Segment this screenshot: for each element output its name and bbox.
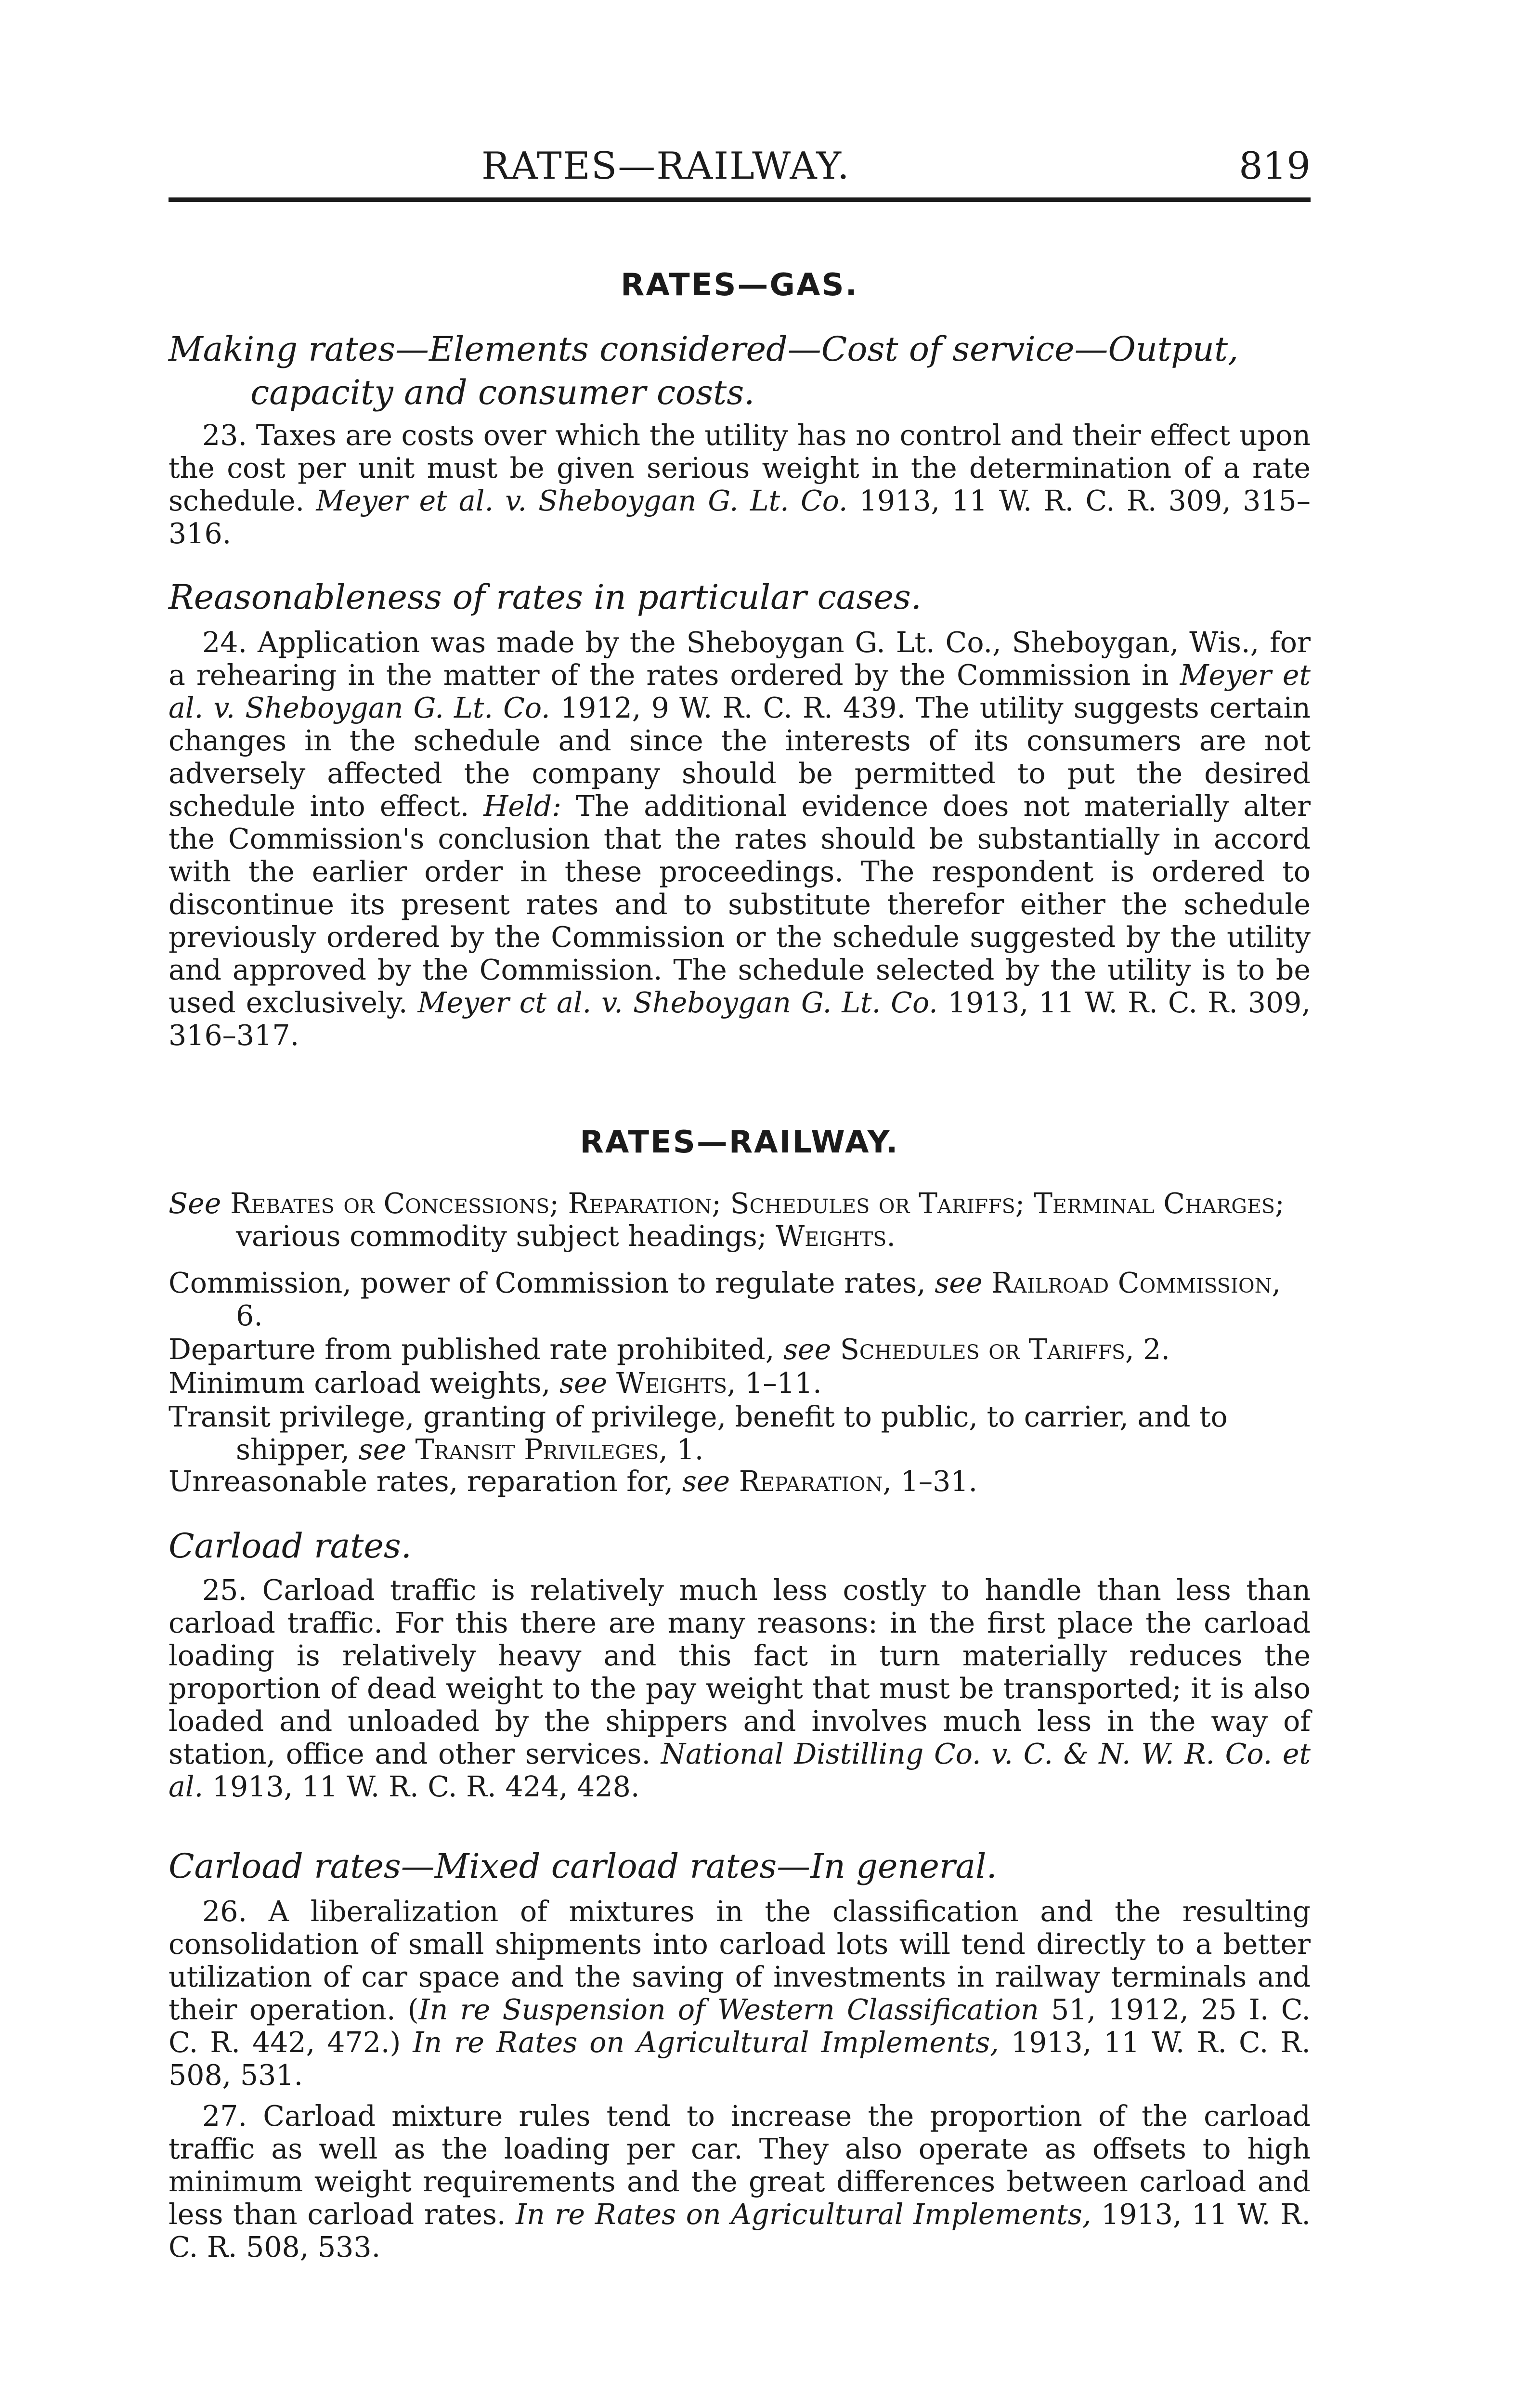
cross-reference: Unreasonable rates, reparation for, see Reparation, 1–31. [169, 1465, 978, 1498]
cross-reference: Departure from published rate prohibited, see Schedules or Tariffs, 2. [169, 1333, 1170, 1366]
paragraph-24 [169, 626, 1311, 1052]
case-citation: National Distilling Co. v. C. & N. W. R. Co. et al. [169, 1738, 1311, 1803]
paragraph-25: 25. Carload traffic is relatively much less costly to handle than less than carload traffic. For this there are many reasons: in the first place the carload loading is relatively heavy and this fact in turn materially reduces the proportion of dead weight to the pay weight that must be transported; it is also loaded and unloaded by the shippers and involves much less in the way of station, office and other services. National Distilling Co. v. C. & N. W. R. Co. et al. 1913, 11 W. R. C. R. 424, 428. [169, 1574, 1311, 1803]
book-page [169, 0, 1311, 2408]
topic-mixed-carload-rates: Carload rates—Mixed carload rates—In general. [169, 1846, 997, 1886]
citation: 1913, 11 W. R. C. R. 309, 315–316. [169, 484, 1311, 550]
running-title: RATES—RAILWAY. [481, 144, 850, 188]
cross-reference: Transit privilege, granting of privilege, benefit to public, to carrier, and to shipper, see Transit Privileges, 1. [169, 1400, 1228, 1466]
see-label: See [169, 1187, 221, 1220]
citation: 1913, 11 W. R. C. R. 309, 316–317. [169, 986, 1311, 1052]
case-citation: Meyer ct al. v. Sheboygan G. Lt. Co. [417, 986, 938, 1019]
section-heading-rates-gas: RATES—GAS. [621, 267, 858, 303]
case-citation: In re Suspension of Western Classification [418, 1993, 1039, 2026]
see-last: Weights. [776, 1220, 896, 1253]
citation: 1913, 11 W. R. C. R. 424, 428. [212, 1770, 640, 1803]
citation: 1913, 11 W. R. C. R. 508, 531. [169, 2026, 1311, 2092]
topic-making-rates: Making rates—Elements considered—Cost of service—Output, capacity and consumer costs. [169, 329, 1239, 412]
running-head [169, 140, 1311, 193]
section-heading-rates-railway: RATES—RAILWAY. [580, 1125, 899, 1160]
topic-carload-rates: Carload rates. [169, 1526, 412, 1566]
cross-reference: Commission, power of Commission to regulate rates, see Railroad Commission, 6. [169, 1267, 1281, 1332]
paragraph-24-text-c: The additional evidence does not materially alter the Commission's conclusion that the rates should be substantially in accord with the earlier order in these proceedings. The respondent is ordered to discontinue its present rates and to substitute therefor either the schedule previously ordered by the Commission or the schedule suggested by the utility and approved by the Commission. The schedule selected by the utility is to be used exclusively. [169, 790, 1311, 1019]
held-label: Held: [483, 790, 561, 823]
case-citation: Meyer et al. v. Sheboygan G. Lt. Co. [316, 484, 848, 517]
cross-reference: Minimum carload weights, see Weights, 1–11. [169, 1367, 822, 1400]
paragraph-23-text: 23. Taxes are costs over which the utility has no control and their effect upon the cost per unit must be given serious weight in the determination of a rate schedule. [169, 419, 1311, 517]
case-citation: Meyer et al. v. Sheboygan G. Lt. Co. [169, 659, 1311, 724]
page-number: 819 [1239, 144, 1311, 188]
case-citation: In re Rates on Agricultural Implements, [516, 2198, 1091, 2231]
paragraph-23 [169, 419, 1311, 550]
topic-reasonableness: Reasonableness of rates in particular cases. [169, 577, 922, 617]
header-rule [169, 197, 1311, 202]
paragraph-24-text-a: 24. Application was made by the Sheboygan G. Lt. Co., Sheboygan, Wis., for a rehearing in the matter of the rates ordered by the Commission in [169, 626, 1311, 692]
paragraph-27: 27. Carload mixture rules tend to increase the proportion of the carload traffic as well as the loading per car. They also operate as offsets to high minimum weight requirements and the great differences between carload and less than carload rates. In re Rates on Agricultural Implements, 1913, 11 W. R. C. R. 508, 533. [169, 2100, 1311, 2264]
see-rest: various commodity subject headings; [236, 1220, 767, 1253]
see-also-note [169, 1187, 1311, 1253]
see-refs: Rebates or Concessions; Reparation; Schedules or Tariffs; Terminal Charges; [230, 1187, 1285, 1220]
citation: 1913, 11 W. R. C. R. 508, 533. [169, 2198, 1311, 2264]
paragraph-26: 26. A liberalization of mixtures in the classification and the resulting consolidation of small shipments into carload lots will tend directly to a better utilization of car space and the saving of investments in railway terminals and their operation. (In re Suspension of Western Classification 51, 1912, 25 I. C. C. R. 442, 472.) In re Rates on Agricultural Implements, 1913, 11 W. R. C. R. 508, 531. [169, 1895, 1311, 2092]
paragraph-24-text-b: 1912, 9 W. R. C. R. 439. The utility suggests certain changes in the schedule and since the interests of its consumers are not adversely affected the company should be permitted to put the desired schedule into effect. [169, 692, 1311, 823]
case-citation: In re Rates on Agricultural Implements, [413, 2026, 999, 2059]
